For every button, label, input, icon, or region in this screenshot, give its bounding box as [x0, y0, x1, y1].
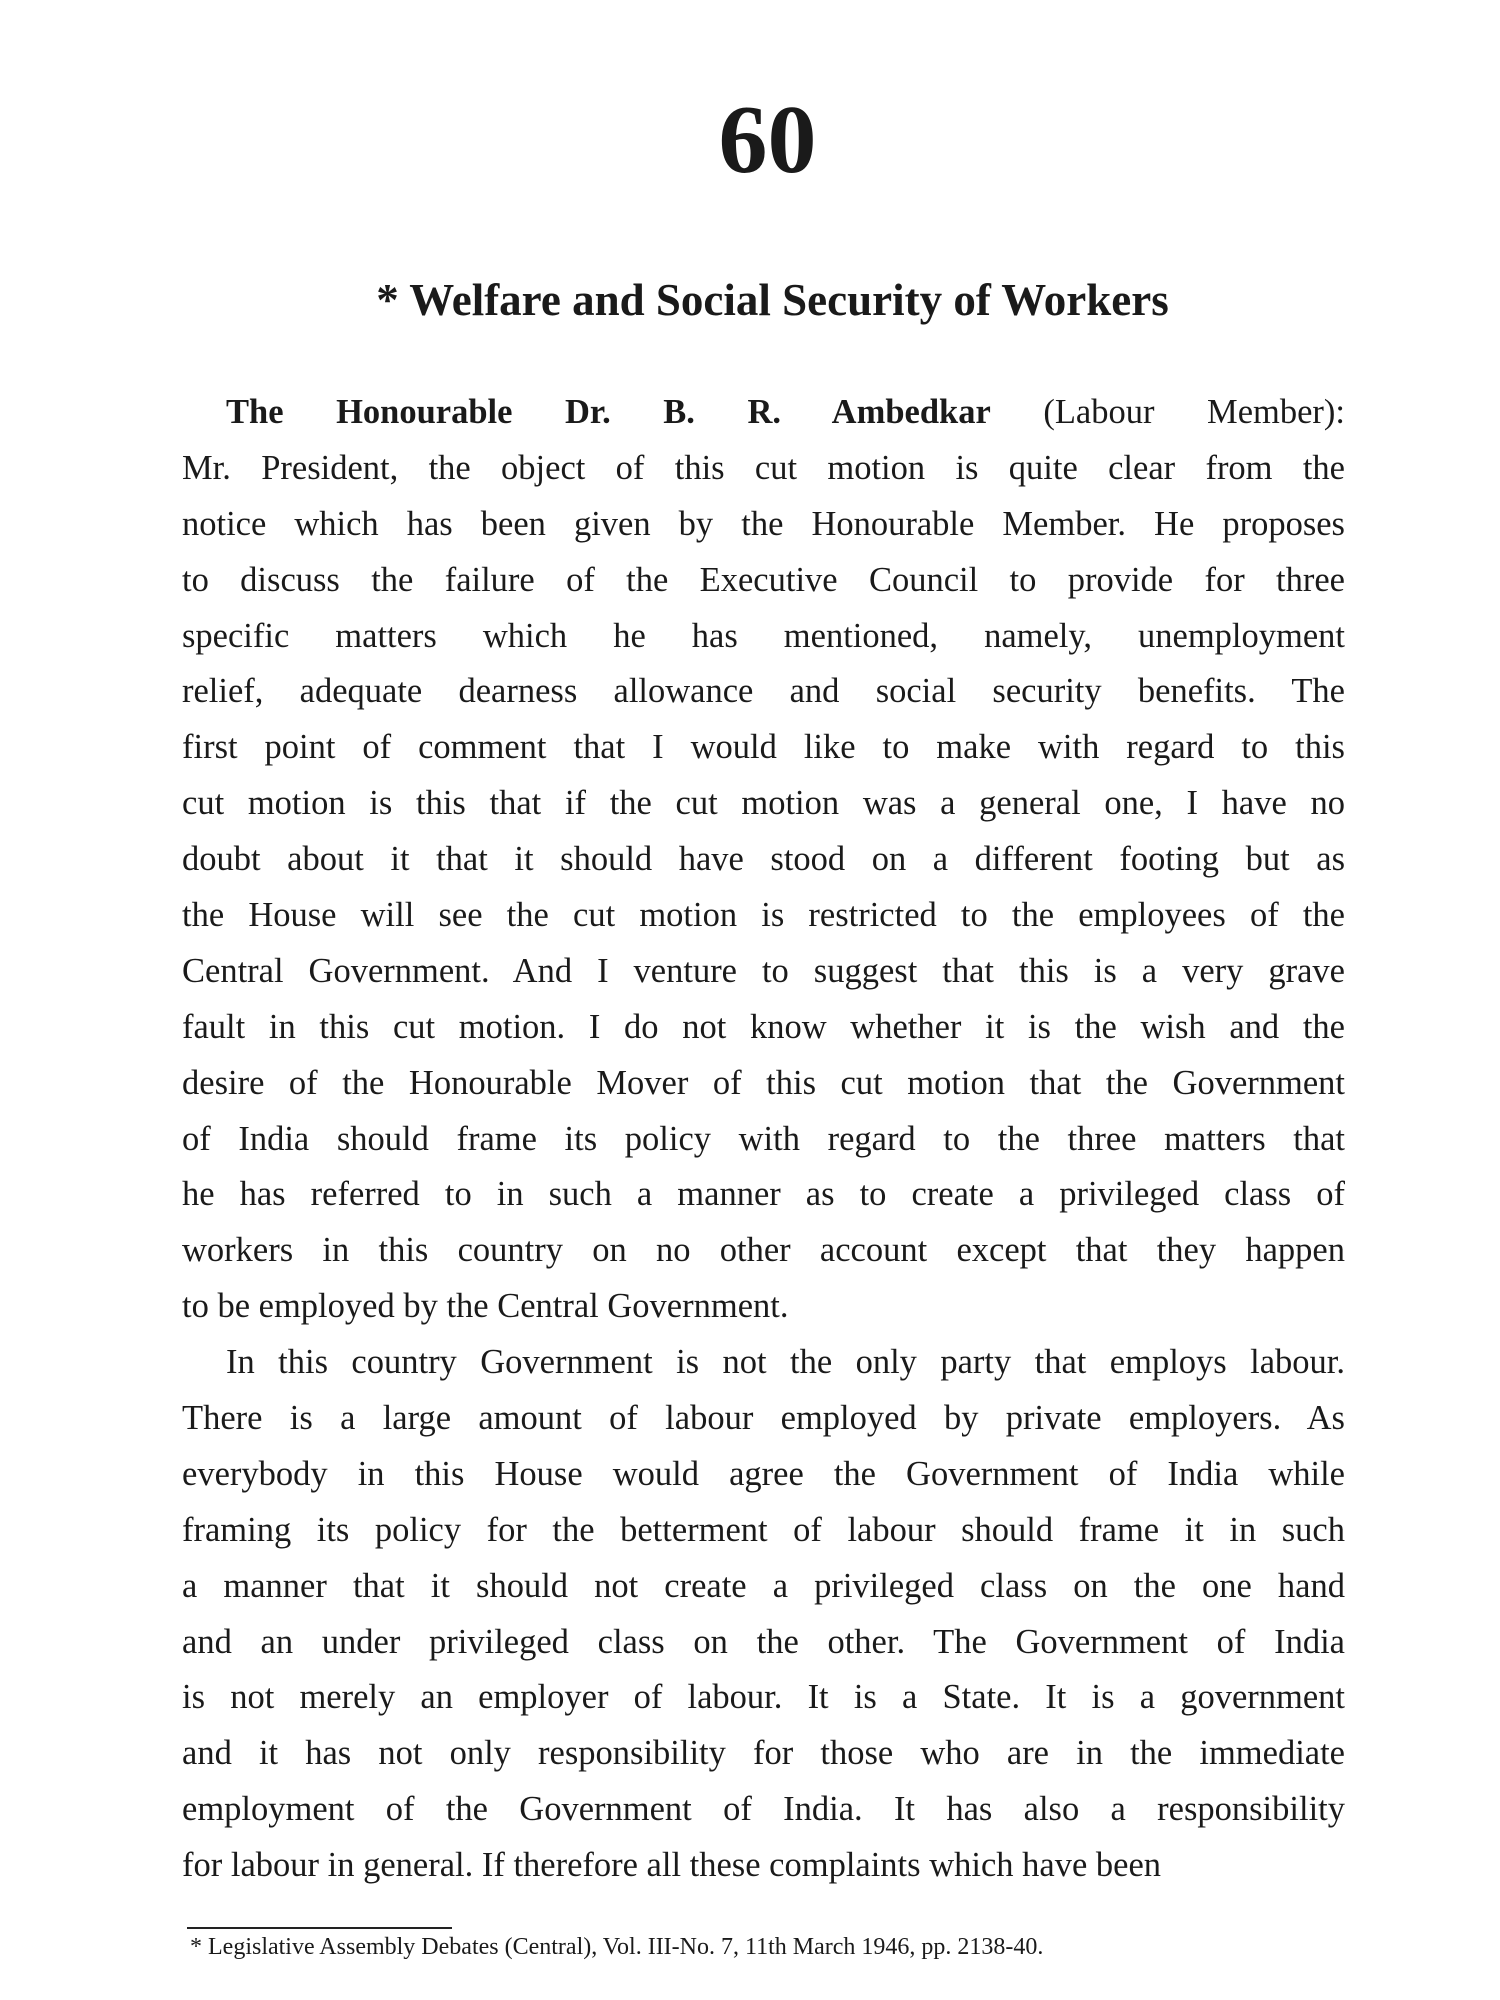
speaker-name: The Honourable Dr. B. R. Ambedkar	[226, 393, 991, 431]
text-line: Central Government. And I venture to suggest that this is a very grave	[182, 951, 1345, 990]
text-line: to be employed by the Central Government.	[182, 1287, 789, 1326]
text-line: and an under privileged class on the other. The Government of India	[182, 1622, 1345, 1661]
text-line: doubt about it that it should have stood on a different footing but as	[182, 840, 1345, 879]
footnote: * Legislative Assembly Debates (Central), Vol. III-No. 7, 11th March 1946, pp. 2138-40.	[190, 1934, 1044, 1960]
text-line: for labour in general. If therefore all these complaints which have been	[182, 1846, 1162, 1885]
text-line: In this country Government is not the only party that employs labour.	[226, 1343, 1345, 1382]
text-line: desire of the Honourable Mover of this cut motion that the Government	[182, 1063, 1345, 1102]
text-line: he has referred to in such a manner as to create a privileged class of	[182, 1175, 1345, 1214]
chapter-title: * Welfare and Social Security of Workers	[376, 275, 1169, 325]
body-text	[182, 385, 1345, 1894]
text-line: workers in this country on no other account except that they happen	[182, 1231, 1345, 1270]
text-line: framing its policy for the betterment of labour should frame it in such	[182, 1510, 1345, 1549]
text-line: the House will see the cut motion is restricted to the employees of the	[182, 896, 1345, 935]
text-line: fault in this cut motion. I do not know whether it is the wish and the	[182, 1007, 1345, 1046]
text-line: everybody in this House would agree the Government of India while	[182, 1454, 1345, 1493]
footnote-rule	[187, 1927, 452, 1929]
text-line: specific matters which he has mentioned, namely, unemployment	[182, 616, 1345, 655]
text-line: first point of comment that I would like to make with regard to this	[182, 728, 1345, 767]
text-line: cut motion is this that if the cut motion was a general one, I have no	[182, 784, 1345, 823]
text-line: There is a large amount of labour employed by private employers. As	[182, 1399, 1345, 1438]
text-line: is not merely an employer of labour. It is a State. It is a government	[182, 1678, 1345, 1717]
text-line: Mr. President, the object of this cut motion is quite clear from the	[182, 448, 1345, 487]
text-line: employment of the Government of India. It has also a responsibility	[182, 1790, 1345, 1829]
text-line: a manner that it should not create a privileged class on the one hand	[182, 1566, 1345, 1605]
text-line: relief, adequate dearness allowance and social security benefits. The	[182, 672, 1345, 711]
text-line: and it has not only responsibility for those who are in the immediate	[182, 1734, 1345, 1773]
text-line: to discuss the failure of the Executive Council to provide for three	[182, 560, 1345, 599]
text-line: of India should frame its policy with regard to the three matters that	[182, 1119, 1345, 1158]
text-line: The Honourable Dr. B. R. Ambedkar (Labour Member):	[226, 393, 1345, 431]
page-number: 60	[718, 86, 817, 194]
text-line: notice which has been given by the Honourable Member. He proposes	[182, 504, 1345, 543]
